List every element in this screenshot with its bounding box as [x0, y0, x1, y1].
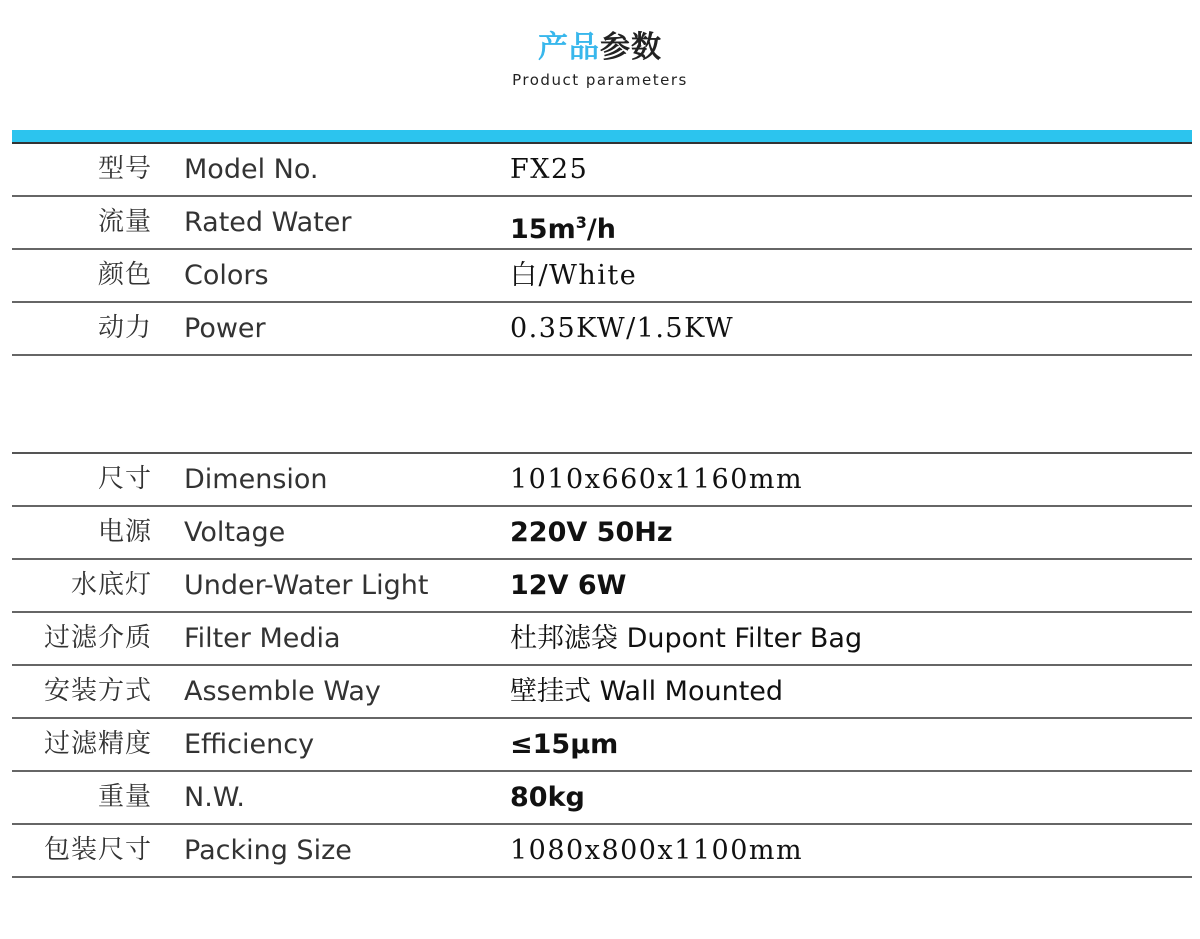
spec-value: 0.35KW/1.5KW [510, 313, 735, 344]
spec-value-main: 15m [510, 214, 576, 245]
table-row [12, 507, 1192, 560]
spec-label-en: N.W. [184, 782, 245, 813]
table-row [12, 772, 1192, 825]
spec-label-en: Packing Size [184, 835, 352, 866]
spec-label-en: Rated Water [184, 207, 352, 238]
table-row [12, 303, 1192, 356]
spec-value: 1080x800x1100mm [510, 835, 804, 866]
spec-label-cn: 过滤精度 [43, 729, 152, 759]
spec-value: 220V 50Hz [510, 517, 673, 548]
spec-value-superscript: 3 [575, 213, 587, 232]
table-row [12, 560, 1192, 613]
spec-label-cn: 包装尺寸 [43, 835, 152, 865]
spec-label-cn: 重量 [97, 782, 152, 812]
spec-label-cn: 流量 [97, 207, 152, 237]
page-subtitle: Product parameters [512, 71, 688, 89]
spec-label-en: Assemble Way [184, 676, 381, 707]
spec-value-tail: /h [586, 214, 616, 245]
spec-label-cn: 水底灯 [70, 570, 152, 600]
spec-value: FX25 [510, 154, 589, 185]
page-title-accent: 产品 [538, 30, 600, 65]
spec-label-en: Dimension [184, 464, 328, 495]
spec-label-cn: 型号 [97, 154, 152, 184]
spec-label-cn: 过滤介质 [43, 623, 152, 653]
spec-label-cn: 颜色 [97, 260, 152, 290]
spec-label-en: Model No. [184, 154, 319, 185]
spec-value: 12V 6W [510, 570, 627, 601]
spec-value: ≤15μm [510, 729, 619, 760]
table-row [12, 454, 1192, 507]
spec-value: 白/White [510, 260, 638, 291]
table-row [12, 144, 1192, 197]
page-title [0, 28, 1200, 68]
spec-label-cn: 动力 [97, 313, 152, 343]
table-row [12, 825, 1192, 878]
spec-label-en: Power [184, 313, 266, 344]
spec-label-cn: 电源 [97, 517, 152, 547]
table-row [12, 613, 1192, 666]
spec-label-en: Colors [184, 260, 269, 291]
spec-value: 壁挂式 Wall Mounted [510, 676, 784, 707]
spec-value: 杜邦滤袋 Dupont Filter Bag [510, 623, 863, 654]
table-row [12, 197, 1192, 250]
spec-value: 80kg [510, 782, 585, 813]
spec-table-top [12, 142, 1192, 356]
spec-label-cn: 尺寸 [97, 464, 152, 494]
table-row [12, 250, 1192, 303]
accent-bar [12, 130, 1192, 142]
spec-label-cn: 安装方式 [43, 676, 152, 706]
spec-value: 1010x660x1160mm [510, 464, 804, 495]
spec-label-en: Filter Media [184, 623, 341, 654]
spec-table-bottom [12, 452, 1192, 878]
spec-label-en: Efficiency [184, 729, 315, 760]
table-row [12, 719, 1192, 772]
table-row [12, 666, 1192, 719]
spec-label-en: Voltage [184, 517, 286, 548]
spec-value [510, 197, 616, 248]
page-title-main: 参数 [600, 30, 662, 65]
spec-label-en: Under-Water Light [184, 570, 429, 601]
